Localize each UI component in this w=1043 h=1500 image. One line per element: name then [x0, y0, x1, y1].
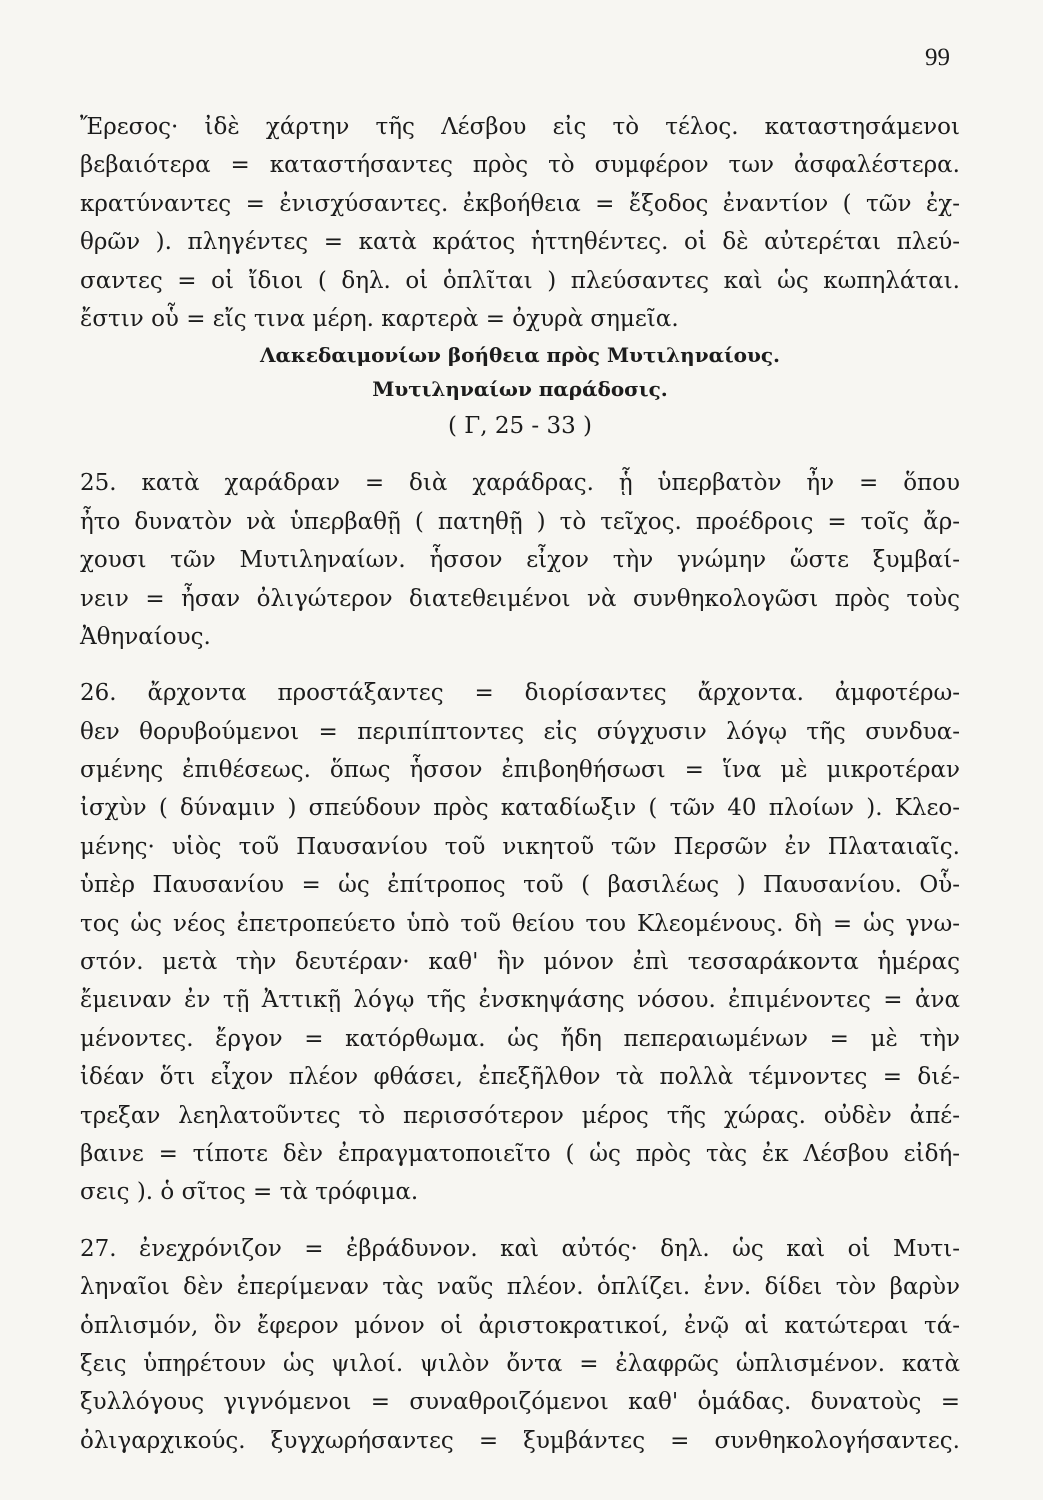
text-line: μένοντες. ἔργον = κατόρθωμα. ὡς ἤδη πεπεραιωμένων = μὲ τὴν — [80, 1025, 960, 1052]
text-line: νειν = ἦσαν ὀλιγώτερον διατεθειμένοι νὰ συνθηκολογῶσι πρὸς τοὺς — [80, 585, 960, 612]
text-line: θεν θορυβούμενοι = περιπίπτοντες εἰς σύγχυσιν λόγῳ τῆς συνδυα- — [80, 718, 960, 745]
spacer — [80, 446, 960, 464]
text-line: ἔστιν οὗ = εἴς τινα μέρη. καρτερὰ = ὀχυρὰ σημεῖα. — [80, 305, 679, 332]
text-line: 26. ἄρχοντα προστάξαντες = διορίσαντες ἄρχοντα. ἀμφοτέρω- — [80, 680, 960, 707]
text-line: στόν. μετὰ τὴν δευτέραν· καθ' ἣν μόνον ἐπὶ τεσσαράκοντα ἡμέρας — [80, 949, 960, 976]
text-line: σμένης ἐπιθέσεως. ὅπως ἧσσον ἐπιβοηθήσωσι = ἵνα μὲ μικροτέραν — [80, 757, 960, 784]
text-line: βαινε = τίποτε δὲν ἐπραγματοποιεῖτο ( ὡς πρὸς τὰς ἐκ Λέσβου εἰδή- — [80, 1140, 960, 1167]
text-line: ἰσχὺν ( δύναμιν ) σπεύδουν πρὸς καταδίωξιν ( τῶν 40 πλοίων ). Κλεο- — [80, 795, 960, 822]
text-line: Ἀθηναίους. — [80, 623, 211, 650]
text-line: ξυλλόγους γιγνόμενοι = συναθροιζόμενοι καθ' ὁμάδας. δυνατοὺς = — [80, 1389, 960, 1416]
text-line: ὑπὲρ Παυσανίου = ὡς ἐπίτροπος τοῦ ( βασιλέως ) Παυσανίου. Οὗ- — [80, 872, 960, 899]
page-body — [80, 108, 960, 1460]
page-number: 99 — [925, 44, 950, 71]
text-line: σεις ). ὁ σῖτος = τὰ τρόφιμα. — [80, 1179, 419, 1206]
text-line: κρατύναντες = ἐνισχύσαντες. ἐκβοήθεια = ἔξοδος ἐναντίον ( τῶν ἐχ- — [80, 190, 960, 217]
text-line: τρεξαν λεηλατοῦντες τὸ περισσότερον μέρος τῆς χώρας. οὐδὲν ἀπέ- — [80, 1102, 960, 1129]
spacer — [80, 1212, 960, 1230]
text-line: 27. ἐνεχρόνιζον = ἐβράδυνον. καὶ αὐτός· δηλ. ὡς καὶ οἱ Μυτι- — [80, 1235, 960, 1262]
text-line: ὀλιγαρχικούς. ξυγχωρήσαντες = ξυμβάντες = συνθηκολογήσαντες. — [80, 1427, 960, 1454]
text-line: ἔμειναν ἐν τῇ Ἀττικῇ λόγῳ τῆς ἐνσκηψάσης νόσου. ἐπιμένοντες = ἀνα — [80, 987, 960, 1014]
text-line: 25. κατὰ χαράδραν = διὰ χαράδρας. ᾗ ὑπερβατὸν ἦν = ὅπου — [80, 470, 960, 497]
text-line: ξεις ὑπηρέτουν ὡς ψιλοί. ψιλὸν ὄντα = ἐλαφρῶς ὡπλισμένον. κατὰ — [80, 1350, 960, 1377]
text-line: βεβαιότερα = καταστήσαντες πρὸς τὸ συμφέρον των ἀσφαλέστερα. — [80, 152, 960, 179]
section-subheading: Μυτιληναίων παράδοσις. — [372, 377, 668, 402]
section-reference: ( Γ, 25 - 33 ) — [447, 413, 593, 440]
text-line: θρῶν ). πληγέντες = κατὰ κράτος ἡττηθέντες. οἱ δὲ αὐτερέται πλεύ- — [80, 229, 960, 256]
section-heading: Λακεδαιμονίων βοήθεια πρὸς Μυτιληναίους. — [259, 343, 780, 368]
text-line: χουσι τῶν Μυτιληναίων. ἧσσον εἶχον τὴν γνώμην ὥστε ξυμβαί- — [80, 547, 960, 574]
text-line: μένης· υἱὸς τοῦ Παυσανίου τοῦ νικητοῦ τῶν Περσῶν ἐν Πλαταιαῖς. — [80, 833, 960, 860]
text-line: τος ὡς νέος ἐπετροπεύετο ὑπὸ τοῦ θείου του Κλεομένους. δὴ = ὡς γνω- — [80, 910, 960, 937]
spacer — [80, 656, 960, 674]
text-line: ἦτο δυνατὸν νὰ ὑπερβαθῇ ( πατηθῇ ) τὸ τεῖχος. προέδροις = τοῖς ἄρ- — [80, 508, 960, 535]
text-line: σαντες = οἱ ἴδιοι ( δηλ. οἱ ὁπλῖται ) πλεύσαντες καὶ ὡς κωπηλάται. — [80, 267, 960, 294]
text-line: Ἔρεσος· ἰδὲ χάρτην τῆς Λέσβου εἰς τὸ τέλος. καταστησάμενοι — [80, 114, 960, 140]
text-line: ἰδέαν ὅτι εἶχον πλέον φθάσει, ἐπεξῆλθον τὰ πολλὰ τέμνοντες = διέ- — [80, 1064, 960, 1091]
text-line: ὁπλισμόν, ὃν ἔφερον μόνον οἱ ἀριστοκρατικοί, ἐνῷ αἱ κατώτεραι τά- — [80, 1312, 960, 1339]
text-line: ληναῖοι δὲν ἐπερίμεναν τὰς ναῦς πλέον. ὁπλίζει. ἐνν. δίδει τὸν βαρὺν — [80, 1274, 960, 1301]
